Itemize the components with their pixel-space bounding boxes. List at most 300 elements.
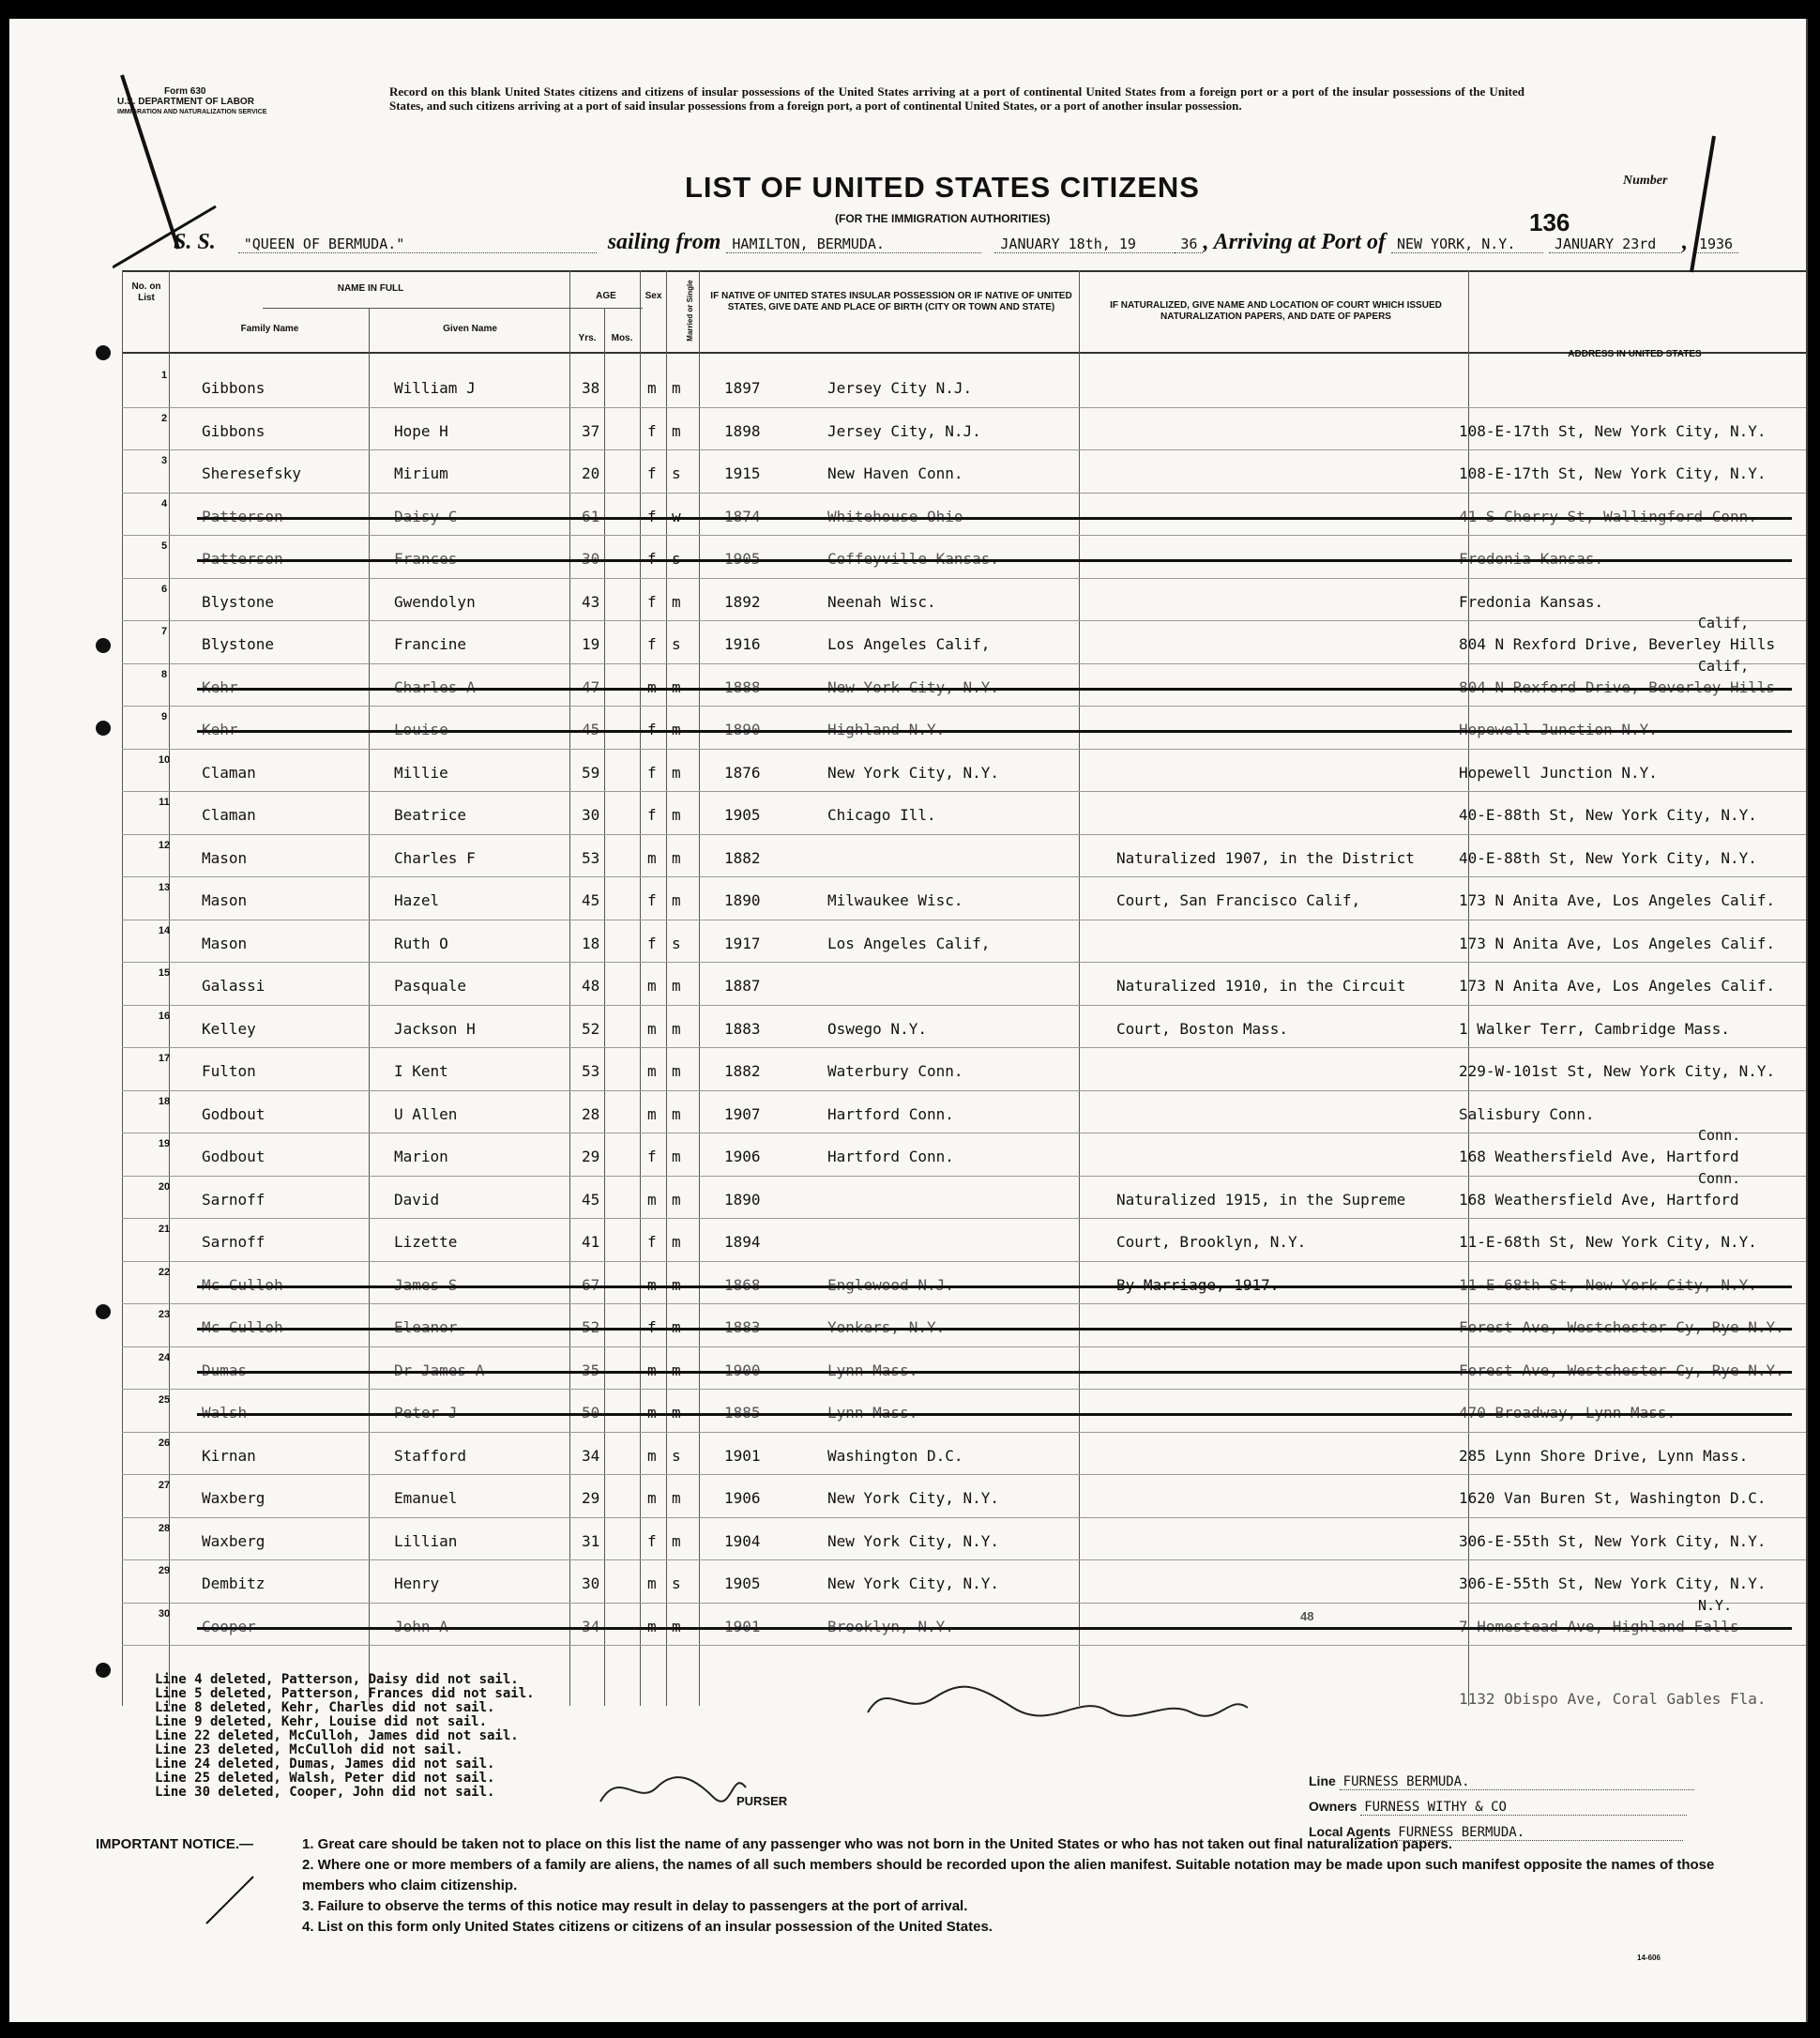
family-name: Mason <box>202 891 248 909</box>
department-name: U.S. DEPARTMENT OF LABOR <box>117 97 254 107</box>
table-row <box>9 878 1806 920</box>
sex: m <box>647 1489 657 1507</box>
row-number: 2 <box>160 412 168 424</box>
birth-year: 1894 <box>724 1233 761 1251</box>
birth-place: Milwaukee Wisc. <box>827 891 963 909</box>
header-naturalized: IF NATURALIZED, GIVE NAME AND LOCATION OF COURT WHICH ISSUED NATURALIZATION PAPERS, AND DATE OF PAPERS <box>1110 300 1442 322</box>
header-top-rule <box>122 270 1806 272</box>
row-number: 15 <box>158 967 171 979</box>
table-row <box>9 366 1806 408</box>
marital-status: m <box>672 379 681 397</box>
address: 1 Walker Terr, Cambridge Mass. <box>1459 1019 1730 1038</box>
table-row <box>9 1596 1806 1647</box>
family-name: Gibbons <box>202 421 265 440</box>
row-number: 30 <box>158 1607 171 1620</box>
table-row <box>9 657 1806 707</box>
punch-hole <box>96 638 111 653</box>
given-name: Millie <box>394 763 448 782</box>
birth-year: 1905 <box>724 806 761 824</box>
sex: f <box>647 1148 657 1165</box>
deletion-note: Line 22 deleted, McCulloh, James did not sail. <box>155 1728 519 1743</box>
row-number: 18 <box>158 1095 171 1107</box>
age-years: 29 <box>582 1148 600 1165</box>
birth-place: Jersey City, N.J. <box>827 421 981 440</box>
extra-address: 1132 Obispo Ave, Coral Gables Fla. <box>1459 1690 1767 1708</box>
sailing-date: JANUARY 18th, 19 <box>994 236 1175 253</box>
marital-status: m <box>672 977 681 995</box>
ship-line: S. S. "QUEEN OF BERMUDA." sailing from HAMILTON, BERMUDA. JANUARY 18th, 19 36 , Arriving at Port of NEW YORK, N.Y. JANUARY 23rd , 1936 <box>174 230 1738 255</box>
table-row <box>9 707 1806 750</box>
intro-text: Record on this blank United States citizens and citizens of insular possessions of the United States arriving at a port of continental United States from a foreign port or a port of the insular possessions of the United States, and such citizens arriving at a port of said insular possessions from a foreign port, a port of continental United States, or a port of another insular possession. <box>389 84 1524 113</box>
address: 40-E-88th St, New York City, N.Y. <box>1459 806 1757 824</box>
given-name: Lillian <box>394 1531 458 1550</box>
table-row <box>9 1263 1806 1305</box>
age-years: 34 <box>582 1446 600 1465</box>
given-name: I Kent <box>394 1062 448 1080</box>
birth-year: 1898 <box>724 421 761 440</box>
birth-place: Los Angeles Calif, <box>827 934 991 952</box>
table-row <box>9 451 1806 494</box>
strike-through <box>197 688 1792 691</box>
family-name: Kirnan <box>202 1446 256 1465</box>
sex: m <box>647 848 657 867</box>
deletion-notes <box>155 1673 535 1800</box>
birth-place: Waterbury Conn. <box>827 1062 963 1080</box>
row-rule <box>122 1047 1806 1048</box>
marital-status: m <box>672 1190 681 1209</box>
table-row <box>9 1007 1806 1049</box>
strike-through <box>197 1413 1792 1416</box>
notice-item: 1. Great care should be taken not to place on this list the name of any passenger who was not born in the United States or who has not taken out final naturalization papers. <box>302 1836 1453 1852</box>
given-name: U Allen <box>394 1104 458 1123</box>
marital-status: m <box>672 891 681 909</box>
birth-place: New York City, N.Y. <box>827 763 1000 782</box>
row-rule <box>122 706 1806 707</box>
purser-label: PURSER <box>736 1794 788 1808</box>
birth-year: 1892 <box>724 592 761 611</box>
page-subtitle: (FOR THE IMMIGRATION AUTHORITIES) <box>835 212 1051 225</box>
ship-name: "QUEEN OF BERMUDA." <box>238 236 597 253</box>
header-birth: IF NATIVE OF UNITED STATES INSULAR POSSESSION OR IF NATIVE OF UNITED STATES, GIVE DATE AND PLACE OF BIRTH (CITY OR TOWN AND STATE) <box>710 291 1072 312</box>
address: 40-E-88th St, New York City, N.Y. <box>1459 848 1757 867</box>
deletion-note: Line 23 deleted, McCulloh did not sail. <box>155 1742 463 1757</box>
marital-status: s <box>672 464 681 482</box>
row-rule <box>122 1645 1806 1646</box>
row-number: 16 <box>158 1010 171 1022</box>
family-name: Waxberg <box>202 1531 265 1550</box>
table-row <box>9 1519 1806 1561</box>
table-row <box>9 1434 1806 1476</box>
birth-place: Neenah Wisc. <box>827 592 936 611</box>
age-years: 37 <box>582 421 600 440</box>
family-name: Kelley <box>202 1019 256 1038</box>
birth-year: 1905 <box>724 1574 761 1592</box>
address-continuation: N.Y. <box>1698 1596 1733 1614</box>
row-number: 17 <box>158 1053 171 1064</box>
birth-place: Oswego N.Y. <box>827 1019 927 1038</box>
strike-through <box>197 1371 1792 1374</box>
row-number: 28 <box>158 1522 171 1534</box>
row-rule <box>122 1303 1806 1304</box>
birth-place: Jersey City N.J. <box>827 379 973 397</box>
family-name: Dembitz <box>202 1574 265 1592</box>
table-row <box>9 1476 1806 1518</box>
family-name: Sarnoff <box>202 1190 265 1209</box>
table-row <box>9 1127 1806 1177</box>
naturalization: Court, Brooklyn, N.Y. <box>1116 1233 1307 1251</box>
row-number: 22 <box>158 1266 171 1278</box>
notice-lead: IMPORTANT NOTICE.— <box>96 1836 254 1852</box>
row-rule <box>122 1090 1806 1091</box>
row-number: 1 <box>160 370 168 381</box>
table-row <box>9 1305 1806 1347</box>
age-years: 30 <box>582 806 600 824</box>
row-number: 29 <box>158 1565 171 1576</box>
age-years: 20 <box>582 464 600 482</box>
birth-year: 1882 <box>724 1062 761 1080</box>
table-row <box>9 1220 1806 1262</box>
table-row <box>9 964 1806 1006</box>
family-name: Claman <box>202 763 256 782</box>
address: Fredonia Kansas. <box>1459 592 1604 611</box>
row-number: 7 <box>160 626 168 637</box>
sex: f <box>647 891 657 909</box>
table-row <box>9 494 1806 537</box>
age-years: 30 <box>582 1574 600 1592</box>
owners-field <box>1309 1799 1687 1816</box>
pen-mark <box>113 70 225 277</box>
sex: m <box>647 1574 657 1592</box>
manifest-sheet <box>9 19 1808 2022</box>
family-name: Sheresefsky <box>202 464 301 482</box>
birth-place: New York City, N.Y. <box>827 1489 1000 1507</box>
table-row <box>9 1092 1806 1134</box>
given-name: Pasquale <box>394 977 467 995</box>
birth-year: 1890 <box>724 891 761 909</box>
family-name: Gibbons <box>202 379 265 397</box>
row-number: 3 <box>160 455 168 466</box>
row-rule <box>122 1261 1806 1262</box>
row-number: 13 <box>158 882 171 893</box>
inspector-signature <box>863 1675 1257 1731</box>
header-yrs: Yrs. <box>578 333 597 343</box>
marital-status: m <box>672 848 681 867</box>
row-number: 10 <box>158 753 171 766</box>
row-rule <box>122 1559 1806 1560</box>
ss-label: S. S. <box>174 230 216 254</box>
header-name-in-full: NAME IN FULL <box>337 283 404 294</box>
marital-status: m <box>672 1019 681 1038</box>
sex: m <box>647 379 657 397</box>
header-given-name: Given Name <box>443 324 497 334</box>
number-label: Number <box>1623 174 1668 188</box>
given-name: David <box>394 1190 440 1209</box>
row-number: 26 <box>158 1437 171 1449</box>
address: 168 Weathersfield Ave, Hartford <box>1459 1190 1739 1209</box>
row-number: 5 <box>160 540 168 552</box>
service-name: IMMIGRATION AND NATURALIZATION SERVICE <box>117 109 267 115</box>
important-notice <box>96 1834 1747 1938</box>
age-years: 43 <box>582 592 600 611</box>
row-rule <box>122 407 1806 408</box>
sex: f <box>647 1531 657 1550</box>
birth-year: 1876 <box>724 763 761 782</box>
sex: m <box>647 1446 657 1465</box>
pen-mark <box>202 1872 258 1928</box>
purser-signature <box>591 1759 751 1816</box>
agents-value: FURNESS BERMUDA. <box>1394 1825 1683 1841</box>
address: Salisbury Conn. <box>1459 1104 1595 1123</box>
header-address: ADDRESS IN UNITED STATES <box>1568 349 1702 359</box>
deletion-note: Line 4 deleted, Patterson, Daisy did not sail. <box>155 1672 519 1687</box>
row-rule <box>122 1603 1806 1604</box>
sex: f <box>647 934 657 952</box>
birth-place: Hartford Conn. <box>827 1148 954 1165</box>
address: 306-E-55th St, New York City, N.Y. <box>1459 1574 1767 1592</box>
given-name: Hazel <box>394 891 440 909</box>
sex: m <box>647 1190 657 1209</box>
row-number: 11 <box>159 797 170 808</box>
birth-place: New York City, N.Y. <box>827 1531 1000 1550</box>
given-name: Hope H <box>394 421 448 440</box>
age-split-rule <box>569 308 643 309</box>
family-name: Claman <box>202 806 256 824</box>
punch-hole <box>96 1304 111 1319</box>
naturalization: Naturalized 1915, in the Supreme <box>1116 1190 1406 1209</box>
age-years: 31 <box>582 1531 600 1550</box>
table-row <box>9 537 1806 579</box>
age-years: 18 <box>582 934 600 952</box>
marital-status: m <box>672 1233 681 1251</box>
family-name: Mason <box>202 848 248 867</box>
punch-hole <box>96 345 111 360</box>
row-number: 19 <box>158 1138 171 1149</box>
arrival-year: 1936 <box>1693 236 1738 253</box>
marital-status: m <box>672 806 681 824</box>
row-number: 25 <box>158 1394 171 1406</box>
family-name: Galassi <box>202 977 265 995</box>
family-name: Mason <box>202 934 248 952</box>
age-years: 45 <box>582 1190 600 1209</box>
row-rule <box>122 791 1806 792</box>
deletion-note: Line 25 deleted, Walsh, Peter did not sail. <box>155 1771 495 1786</box>
birth-year: 1897 <box>724 379 761 397</box>
given-name: William J <box>394 379 476 397</box>
given-name: Ruth O <box>394 934 448 952</box>
table-row <box>9 1049 1806 1091</box>
given-name: Henry <box>394 1574 440 1592</box>
sailing-from: HAMILTON, BERMUDA. <box>726 236 981 253</box>
strike-through <box>197 1627 1792 1630</box>
naturalization: Naturalized 1907, in the District <box>1116 848 1415 867</box>
birth-year: 1887 <box>724 977 761 995</box>
table-row <box>9 836 1806 878</box>
deletion-note: Line 5 deleted, Patterson, Frances did not sail. <box>155 1686 535 1701</box>
row-number: 8 <box>160 668 168 680</box>
header-age: AGE <box>596 291 616 301</box>
table-row <box>9 1169 1806 1220</box>
punch-hole <box>96 721 111 736</box>
birth-year: 1904 <box>724 1531 761 1550</box>
marital-status: m <box>672 592 681 611</box>
name-split-rule <box>263 308 572 309</box>
birth-year: 1916 <box>724 635 761 653</box>
birth-year: 1882 <box>724 848 761 867</box>
row-number: 20 <box>158 1180 171 1193</box>
address: 285 Lynn Shore Drive, Lynn Mass. <box>1459 1446 1749 1465</box>
row-rule <box>122 663 1806 664</box>
strike-through <box>197 559 1792 562</box>
given-name: Mirium <box>394 464 448 482</box>
stamp-number: 48 <box>1300 1609 1314 1623</box>
sex: m <box>647 1019 657 1038</box>
address: 108-E-17th St, New York City, N.Y. <box>1459 421 1767 440</box>
age-years: 52 <box>582 1019 600 1038</box>
age-years: 53 <box>582 1062 600 1080</box>
family-name: Fulton <box>202 1062 256 1080</box>
owners-label: Owners <box>1309 1799 1357 1814</box>
birth-year: 1901 <box>724 1446 761 1465</box>
family-name: Godbout <box>202 1148 265 1165</box>
strike-through <box>197 1328 1792 1331</box>
given-name: Marion <box>394 1148 448 1165</box>
table-row <box>9 921 1806 964</box>
number-value: 136 <box>1529 208 1570 236</box>
sex: f <box>647 464 657 482</box>
family-name: Blystone <box>202 592 275 611</box>
notice-item: 3. Failure to observe the terms of this notice may result in delay to passengers at the port of arrival. <box>302 1898 968 1914</box>
marital-status: m <box>672 1104 681 1123</box>
address-continuation: Calif, <box>1698 615 1750 631</box>
birth-place: Washington D.C. <box>827 1446 963 1465</box>
address: 173 N Anita Ave, Los Angeles Calif. <box>1459 934 1776 952</box>
row-rule <box>122 1218 1806 1219</box>
footer-code: 14-606 <box>1637 1954 1661 1962</box>
line-field <box>1309 1773 1694 1790</box>
strike-through <box>197 517 1792 520</box>
age-years: 19 <box>582 635 600 653</box>
deletion-note: Line 8 deleted, Kehr, Charles did not sail. <box>155 1700 495 1715</box>
address-continuation: Conn. <box>1698 1127 1741 1144</box>
marital-status: m <box>672 1148 681 1165</box>
sex: f <box>647 421 657 440</box>
age-years: 38 <box>582 379 600 397</box>
row-rule <box>122 962 1806 963</box>
marital-status: m <box>672 421 681 440</box>
arrival-date: JANUARY 23rd <box>1549 236 1682 253</box>
row-rule <box>122 834 1806 835</box>
row-rule <box>122 876 1806 877</box>
birth-place: New York City, N.Y. <box>827 1574 1000 1592</box>
marital-status: m <box>672 1489 681 1507</box>
table-row <box>9 1391 1806 1433</box>
header-married-single: Married or Single <box>686 280 694 342</box>
strike-through <box>197 730 1792 733</box>
birth-year: 1915 <box>724 464 761 482</box>
sex: f <box>647 635 657 653</box>
naturalization: Naturalized 1910, in the Circuit <box>1116 977 1406 995</box>
given-name: Lizette <box>394 1233 458 1251</box>
notice-item: 4. List on this form only United States citizens or citizens of an insular possession of the United States. <box>302 1919 993 1935</box>
address-continuation: Calif, <box>1698 657 1750 675</box>
table-row <box>9 793 1806 835</box>
row-rule <box>122 1346 1806 1347</box>
header-no-on-list: No. on List <box>131 281 161 303</box>
row-rule <box>122 1005 1806 1006</box>
age-years: 59 <box>582 763 600 782</box>
address: 168 Weathersfield Ave, Hartford <box>1459 1148 1739 1165</box>
deletion-note: Line 30 deleted, Cooper, John did not sail. <box>155 1785 495 1800</box>
row-rule <box>122 493 1806 494</box>
given-name: Gwendolyn <box>394 592 476 611</box>
table-row <box>9 1348 1806 1391</box>
naturalization: Court, San Francisco Calif, <box>1116 891 1361 909</box>
row-number: 27 <box>158 1480 171 1491</box>
age-years: 28 <box>582 1104 600 1123</box>
marital-status: s <box>672 635 681 653</box>
marital-status: m <box>672 1062 681 1080</box>
address: 173 N Anita Ave, Los Angeles Calif. <box>1459 977 1776 995</box>
address: 229-W-101st St, New York City, N.Y. <box>1459 1062 1776 1080</box>
sex: f <box>647 1233 657 1251</box>
row-rule <box>122 1474 1806 1475</box>
age-years: 29 <box>582 1489 600 1507</box>
address: 1620 Van Buren St, Washington D.C. <box>1459 1489 1767 1507</box>
age-years: 48 <box>582 977 600 995</box>
deletion-note: Line 9 deleted, Kehr, Louise did not sail. <box>155 1714 488 1729</box>
address: 306-E-55th St, New York City, N.Y. <box>1459 1531 1767 1550</box>
address: 11-E-68th St, New York City, N.Y. <box>1459 1233 1757 1251</box>
punch-hole <box>96 1663 111 1678</box>
sex: f <box>647 806 657 824</box>
row-number: 23 <box>158 1309 171 1320</box>
line-value: FURNESS BERMUDA. <box>1340 1774 1694 1790</box>
row-rule <box>122 535 1806 536</box>
row-number: 12 <box>158 839 171 851</box>
sailing-label: sailing from <box>607 230 721 254</box>
age-years: 45 <box>582 891 600 909</box>
sex: m <box>647 1104 657 1123</box>
birth-place: New Haven Conn. <box>827 464 963 482</box>
given-name: Beatrice <box>394 806 467 824</box>
birth-year: 1906 <box>724 1148 761 1165</box>
row-rule <box>122 620 1806 621</box>
marital-status: s <box>672 1446 681 1465</box>
family-name: Blystone <box>202 635 275 653</box>
address: 108-E-17th St, New York City, N.Y. <box>1459 464 1767 482</box>
given-name: Stafford <box>394 1446 467 1465</box>
birth-place: Los Angeles Calif, <box>827 635 991 653</box>
line-label: Line <box>1309 1773 1336 1788</box>
table-row <box>9 751 1806 793</box>
row-number: 6 <box>160 583 168 595</box>
form-number: Form 630 <box>164 86 206 97</box>
sailing-year: 36 <box>1175 236 1203 253</box>
sex: f <box>647 592 657 611</box>
given-name: Francine <box>394 635 467 653</box>
sex: m <box>647 977 657 995</box>
table-row <box>9 580 1806 622</box>
family-name: Waxberg <box>202 1489 265 1507</box>
table-row <box>9 409 1806 451</box>
deletion-note: Line 24 deleted, Dumas, James did not sail. <box>155 1757 495 1772</box>
birth-year: 1890 <box>724 1190 761 1209</box>
birth-place: Hartford Conn. <box>827 1104 954 1123</box>
address: 804 N Rexford Drive, Beverley Hills <box>1459 635 1776 653</box>
header-mos: Mos. <box>611 333 633 343</box>
header-sex: Sex <box>645 291 662 301</box>
row-number: 21 <box>158 1224 171 1235</box>
